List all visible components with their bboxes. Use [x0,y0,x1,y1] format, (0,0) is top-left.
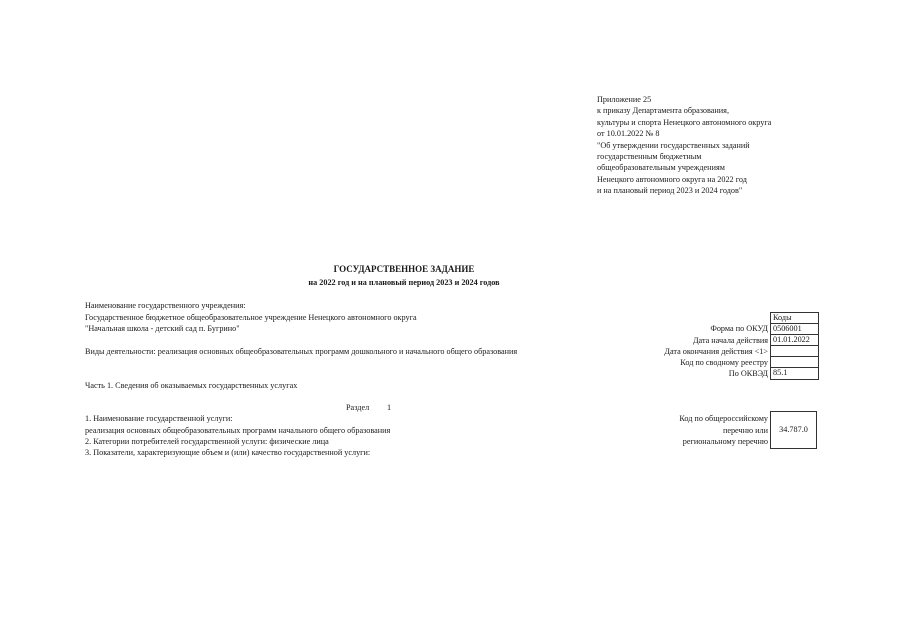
annex-line: Ненецкого автономного округа на 2022 год [597,174,747,184]
code-value-registry [771,357,819,368]
code-value-end-date [771,346,819,357]
annex-line: Приложение 25 [597,95,652,104]
code-value-okved: 85.1 [771,368,819,379]
document-title: ГОСУДАРСТВЕННОЕ ЗАДАНИЕ [333,264,475,274]
annex-line: культуры и спорта Ненецкого автономного округа [597,117,772,127]
institution-label: Наименование государственного учреждения: [85,301,246,310]
codes-table [770,312,819,380]
code-label-okud: Форма по ОКУД [710,324,768,333]
code-value-start-date: 01.01.2022 [771,335,819,346]
code-value-okud: 0506001 [771,324,819,335]
registry-label-line3: региональному перечню [682,437,768,446]
part-heading: Часть 1. Сведения об оказываемых государственных услугах [85,381,298,390]
annex-line: к приказу Департамента образования, [597,106,729,116]
section-number: 1 [387,403,392,412]
service-name-value: реализация основных общеобразовательных программ начального общего образования [85,426,391,435]
registry-code-value: 34.787.0 [779,424,808,434]
registry-label-line1: Код по общероссийскому [679,414,768,423]
codes-header: Коды [771,313,819,324]
code-label-registry: Код по сводному реестру [680,358,768,367]
service-name-label: 1. Наименование государственной услуги: [85,414,233,423]
service-consumers: 2. Категории потребителей государственной услуги: физические лица [85,437,329,446]
annex-block [597,96,771,199]
code-label-okved: По ОКВЭД [728,369,768,378]
annex-line: общеобразовательным учреждениям [597,163,725,173]
annex-line: государственным бюджетным [597,151,702,161]
annex-line: "Об утверждении государственных заданий [597,140,750,150]
annex-line: от 10.01.2022 № 8 [597,129,660,139]
registry-code-box [770,411,817,449]
document-subtitle: на 2022 год и на плановый период 2023 и 2024 годов [308,278,500,287]
registry-label-line2: перечню или [722,426,768,435]
section-label: Раздел [346,403,370,412]
annex-line: и на плановый период 2023 и 2024 годов" [597,186,743,196]
code-label-start-date: Дата начала действия [692,336,768,345]
code-label-end-date: Дата окончания действия <1> [664,347,768,356]
service-indicators: 3. Показатели, характеризующие объем и (или) качество государственной услуги: [85,448,371,457]
activities-text: Виды деятельности: реализация основных общеобразовательных программ дошкольного и начального общего образования [85,347,518,356]
institution-short-name: "Начальная школа - детский сад п. Бугрино" [85,324,240,333]
institution-full-name: Государственное бюджетное общеобразовательное учреждение Ненецкого автономного округа [85,313,417,322]
